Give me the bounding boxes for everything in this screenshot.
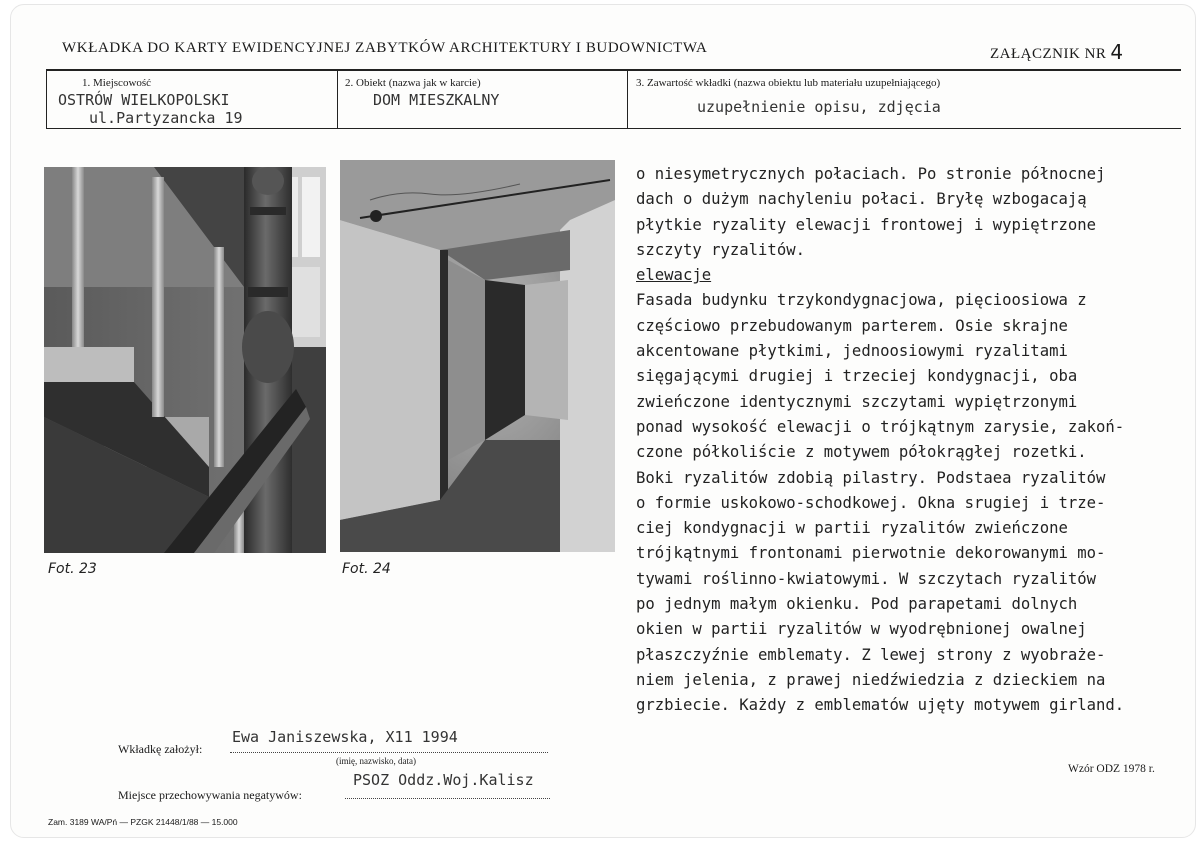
annex-number: 4	[1110, 40, 1124, 64]
object-label: 2. Obiekt (nazwa jak w karcie)	[345, 77, 481, 89]
text-line: niem jelenia, z prawej niedźwiedzia z dzieckiem na	[636, 670, 1106, 689]
locality-label: 1. Miejscowość	[82, 77, 152, 89]
annex-label	[990, 40, 1124, 64]
header-rule-top	[46, 69, 1181, 71]
storage-value: PSOZ Oddz.Woj.Kalisz	[353, 771, 534, 789]
text-line: czone półkoliście z motywem półokrągłej rozetki.	[636, 443, 1087, 462]
template-note: Wzór ODZ 1978 r.	[1068, 763, 1155, 775]
text-line: o formie uskokowo-schodkowej. Okna srugiej i trze-	[636, 493, 1106, 512]
description-text	[636, 162, 1176, 719]
text-line: Fasada budynku trzykondygnacjowa, pięcioosiowa z	[636, 291, 1087, 310]
storage-dotted-line	[345, 798, 550, 799]
text-line: ciej kondygnacji w partii ryzalitów zwieńczone	[636, 519, 1068, 538]
storage-label: Miejsce przechowywania negatywów:	[118, 788, 302, 802]
photo-caption-24: Fot. 24	[342, 561, 391, 577]
text-line: okien w partii ryzalitów w wyodrębnionej owalnej	[636, 620, 1087, 639]
text-line: szczyty ryzalitów.	[636, 240, 805, 259]
field-divider	[627, 71, 628, 128]
text-line: częściowo przebudowanym parterem. Osie skrajne	[636, 316, 1068, 335]
text-line: dach o dużym nachyleniu połaci. Bryłę wzbogacają	[636, 190, 1087, 209]
locality-value-line1: OSTRÓW WIELKOPOLSKI	[58, 91, 230, 109]
text-line: płaszczyźnie emblematy. Z lewej strony z wyobraże-	[636, 645, 1106, 664]
text-line: akcentowane płytkimi, jednoosiowymi ryzalitami	[636, 342, 1068, 361]
author-value: Ewa Janiszewska, X11 1994	[232, 728, 458, 746]
text-line: trójkątnymi frontonami pierwotnie dekorowanymi mo-	[636, 544, 1106, 563]
text-line: zwieńczone identycznymi szczytami wypiętrzonymi	[636, 392, 1078, 411]
text-line: ponad wysokość elewacji o trójkątnym zarysie, zakoń-	[636, 417, 1125, 436]
header-rule-bottom	[46, 128, 1181, 129]
author-dotted-line	[230, 752, 548, 753]
field-divider	[46, 71, 47, 128]
text-line: po jednym małym okienku. Pod parapetami dolnych	[636, 595, 1078, 614]
author-hint: (imię, nazwisko, data)	[336, 756, 416, 766]
photo-caption-23: Fot. 23	[48, 561, 97, 577]
content-label: 3. Zawartość wkładki (nazwa obiektu lub materiału uzupełniającego)	[636, 77, 941, 89]
content-value: uzupełnienie opisu, zdjęcia	[697, 98, 941, 116]
text-line: sięgającymi drugiej i trzeciej kondygnacji, oba	[636, 367, 1078, 386]
text-line: płytkie ryzality elewacji frontowej i wypiętrzone	[636, 215, 1097, 234]
photo-staircase	[44, 167, 326, 553]
section-heading: elewacje	[636, 266, 712, 285]
annex-label-text: ZAŁĄCZNIK NR	[990, 46, 1107, 62]
text-line: Boki ryzalitów zdobią pilastry. Podstaea ryzalitów	[636, 468, 1106, 487]
locality-value-line2: ul.Partyzancka 19	[89, 109, 243, 127]
print-info: Zam. 3189 WA/Pń — PZGK 21448/1/88 — 15.000	[48, 817, 238, 827]
form-title: WKŁADKA DO KARTY EWIDENCYJNEJ ZABYTKÓW ARCHITEKTURY I BUDOWNICTWA	[62, 40, 708, 56]
field-divider	[337, 71, 338, 128]
text-line: o niesymetrycznych połaciach. Po stronie północnej	[636, 165, 1106, 183]
text-line: tywami roślinno-kwiatowymi. W szczytach ryzalitów	[636, 569, 1097, 588]
text-line: grzbiecie. Każdy z emblematów ujęty motywem girland.	[636, 696, 1125, 715]
photo-cellar	[340, 160, 615, 552]
object-value: DOM MIESZKALNY	[373, 91, 500, 109]
author-label: Wkładkę założył:	[118, 742, 203, 756]
